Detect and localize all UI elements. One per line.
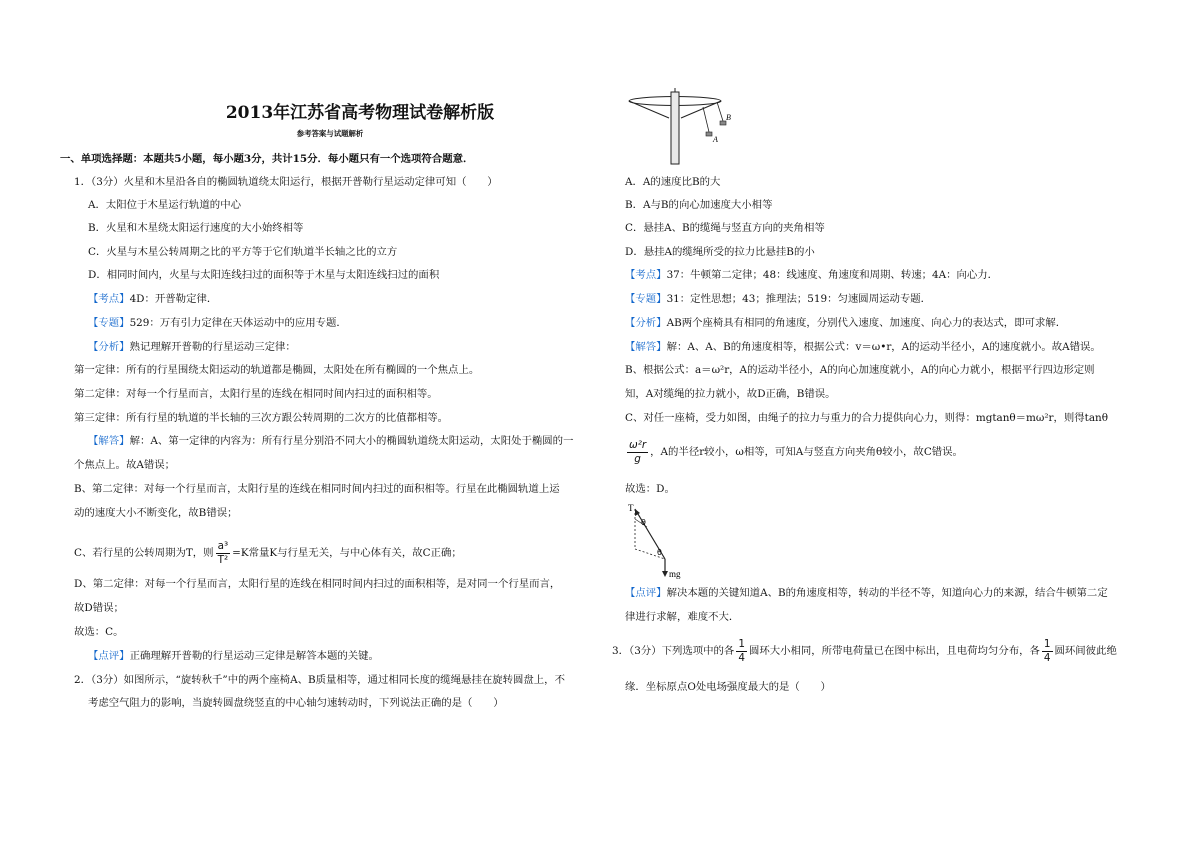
q2-dianping-text: 解决本题的关键知道A、B的角速度相等，转动的半径不等，知道向心力的来源，结合牛顿第二定	[666, 587, 1108, 599]
q1-fenxi	[88, 340, 296, 354]
tan-fraction	[627, 440, 648, 464]
page-title: 2013年江苏省高考物理试卷解析版	[225, 103, 495, 123]
q2-tan-text: ，A的半径r较小，ω相等，可知A与竖直方向夹角θ较小，故C错误。	[650, 446, 963, 458]
q2-jieda-b: B、根据公式：a＝ω²r，A的运动半径小，A的向心加速度就小，A的向心力就小，根据平行四边形定则	[625, 364, 1095, 376]
q2-kaodian-text: 37：牛顿第二定律；48：线速度、角速度和周期、转速；4A：向心力．	[666, 269, 999, 281]
q1-kaodian-text: 4D：开普勒定律．	[129, 293, 218, 305]
q1-law-1: 第一定律：所有的行星围绕太阳运动的轨道都是椭圆，太阳处在所有椭圆的一个焦点上。	[74, 364, 480, 376]
q1-jieda-d: D、第二定律：对每一个行星而言，太阳行星的连线在相同时间内扫过的面积相等，是对同一个行星而言，	[74, 578, 561, 590]
label-t: T	[628, 503, 634, 513]
fenxi-tag-2: 【分析】	[625, 317, 667, 329]
q1-kaodian	[88, 292, 217, 306]
q1-zhuanti-text: 529：万有引力定律在天体运动中的应用专题．	[129, 317, 347, 329]
q2-zhuanti-text: 31：定性思想；43；推理法；519：匀速圆周运动专题．	[666, 293, 932, 305]
force-diagram-figure	[625, 501, 695, 581]
quarter-num-1: 1	[738, 638, 745, 651]
q1-option-b: B．火星和木星绕太阳运行速度的大小始终相等	[88, 222, 304, 234]
zhuanti-tag-2: 【专题】	[625, 293, 667, 305]
kaodian-tag-2: 【考点】	[625, 269, 667, 281]
kepler-numerator: a³	[217, 540, 229, 553]
q2-answer: 故选：D。	[625, 483, 675, 495]
tan-denominator: g	[634, 452, 641, 465]
q1-jieda-b2: 动的速度大小不断变化，故B错误；	[74, 507, 238, 519]
q2-jieda-b2: 知，A对缆绳的拉力就小，故D正确，B错误。	[625, 388, 836, 400]
dianping-tag: 【点评】	[88, 650, 130, 662]
q1-jieda-d2: 故D错误；	[74, 602, 124, 614]
q3-stem-2: 缘．坐标原点O处电场强度最大的是（ ）	[625, 681, 831, 693]
zhuanti-tag: 【专题】	[88, 317, 130, 329]
quarter-den-2: 4	[1043, 651, 1051, 664]
dianping-tag-2: 【点评】	[625, 587, 667, 599]
q3-stem	[612, 633, 1117, 669]
q1-zhuanti	[88, 316, 347, 330]
q1-stem: 1．（3分）火星和木星沿各自的椭圆轨道绕太阳运行，根据开普勒行星运动定律可知（ ）	[74, 176, 498, 188]
quarter-den-1: 4	[738, 651, 745, 664]
q2-fenxi-text: AB两个座椅具有相同的角速度，分别代入速度、加速度、向心力的表达式，即可求解．	[666, 317, 1067, 329]
q1-dianping	[88, 649, 379, 663]
q1-law-2: 第二定律：对每一个行星而言，太阳行星的连线在相同时间内扫过的面积相等。	[74, 388, 438, 400]
q1-answer: 故选：C。	[74, 626, 124, 638]
rotating-swing-figure	[625, 88, 735, 168]
q2-option-c: C．悬挂A、B的缆绳与竖直方向的夹角相等	[625, 222, 825, 234]
q2-option-d: D．悬挂A的缆绳所受的拉力比悬挂B的小	[625, 246, 815, 258]
q2-dianping-2: 律进行求解，难度不大．	[625, 611, 740, 623]
page-subtitle: 参考答案与试题解析	[296, 129, 364, 138]
q2-kaodian	[625, 268, 998, 282]
quarter-num-2: 1	[1043, 638, 1051, 651]
q3-stem-part1: 3．（3分）下列选项中的各	[612, 645, 735, 657]
label-theta-2: θ	[657, 548, 662, 557]
q2-zhuanti	[625, 292, 931, 306]
kepler-denominator: T²	[217, 553, 229, 566]
q2-option-b: B．A与B的向心加速度大小相等	[625, 199, 773, 211]
label-theta-1: θ	[641, 518, 646, 527]
jieda-tag: 【解答】	[88, 435, 130, 447]
fenxi-tag: 【分析】	[88, 341, 130, 353]
kepler-fraction	[216, 541, 231, 565]
q1-jieda-line2: 个焦点上。故A错误；	[74, 459, 176, 471]
q2-option-a: A．A的速度比B的大	[625, 176, 721, 188]
q2-tan-formula	[625, 432, 963, 472]
q1-jieda-c	[74, 538, 462, 568]
q1-option-c: C．火星与木星公转周期之比的平方等于它们轨道半长轴之比的立方	[88, 246, 398, 258]
quarter-fraction-2	[1042, 639, 1053, 663]
label-mg: mg	[669, 569, 681, 579]
tan-numerator: ω²r	[629, 439, 647, 452]
q2-fenxi	[625, 316, 1066, 330]
q1-dianping-text: 正确理解开普勒的行星运动三定律是解答本题的关键。	[129, 650, 379, 662]
formula-c-prefix: C、若行星的公转周期为T，则	[74, 547, 214, 559]
q2-jieda	[625, 340, 1101, 354]
q2-jieda-text: 解：A、A、B的角速度相等，根据公式：v＝ω•r，A的运动半径小，A的速度就小。故A错误。	[666, 341, 1101, 353]
q2-stem: 2．（3分）如图所示，“旋转秋千”中的两个座椅A、B质量相等，通过相同长度的缆绳悬挂在旋转圆盘上，不	[74, 674, 565, 686]
q2-dianping	[625, 586, 1108, 600]
q3-stem-part3: 圆环间彼此绝	[1054, 645, 1117, 657]
q1-law-3: 第三定律：所有行星的轨道的半长轴的三次方跟公转周期的二次方的比值都相等。	[74, 412, 449, 424]
q2-jieda-c: C、对任一座椅，受力如图，由绳子的拉力与重力的合力提供向心力，则得：mgtanθ＝mω²r，则得tanθ	[625, 412, 1108, 424]
q1-jieda-b: B、第二定律：对每一个行星而言，太阳行星的连线在相同时间内扫过的面积相等。行星在此椭圆轨道上运	[74, 483, 560, 495]
label-a: A	[713, 135, 718, 144]
label-b: B	[726, 113, 731, 122]
q1-jieda-text: 解：A、第一定律的内容为：所有行星分别沿不同大小的椭圆轨道绕太阳运动，太阳处于椭圆的一	[129, 435, 574, 447]
q1-jieda	[88, 434, 573, 448]
q1-option-d: D．相同时间内，火星与太阳连线扫过的面积等于木星与太阳连线扫过的面积	[88, 269, 440, 281]
q2-stem-2: 考虑空气阻力的影响，当旋转圆盘绕竖直的中心轴匀速转动时，下列说法正确的是（ ）	[88, 697, 504, 709]
quarter-fraction-1	[736, 639, 747, 663]
q1-option-a: A．太阳位于木星运行轨道的中心	[88, 199, 241, 211]
q3-stem-part2: 圆环大小相同，所带电荷量已在图中标出，且电荷均匀分布，各	[748, 645, 1040, 657]
kaodian-tag: 【考点】	[88, 293, 130, 305]
formula-c-suffix: =K常量K与行星无关，与中心体有关，故C正确；	[232, 547, 462, 559]
jieda-tag-2: 【解答】	[625, 341, 667, 353]
section-heading: 一、单项选择题：本题共5小题，每小题3分，共计15分．每小题只有一个选项符合题意．	[60, 153, 474, 165]
q1-fenxi-text: 熟记理解开普勒的行星运动三定律：	[129, 341, 296, 353]
